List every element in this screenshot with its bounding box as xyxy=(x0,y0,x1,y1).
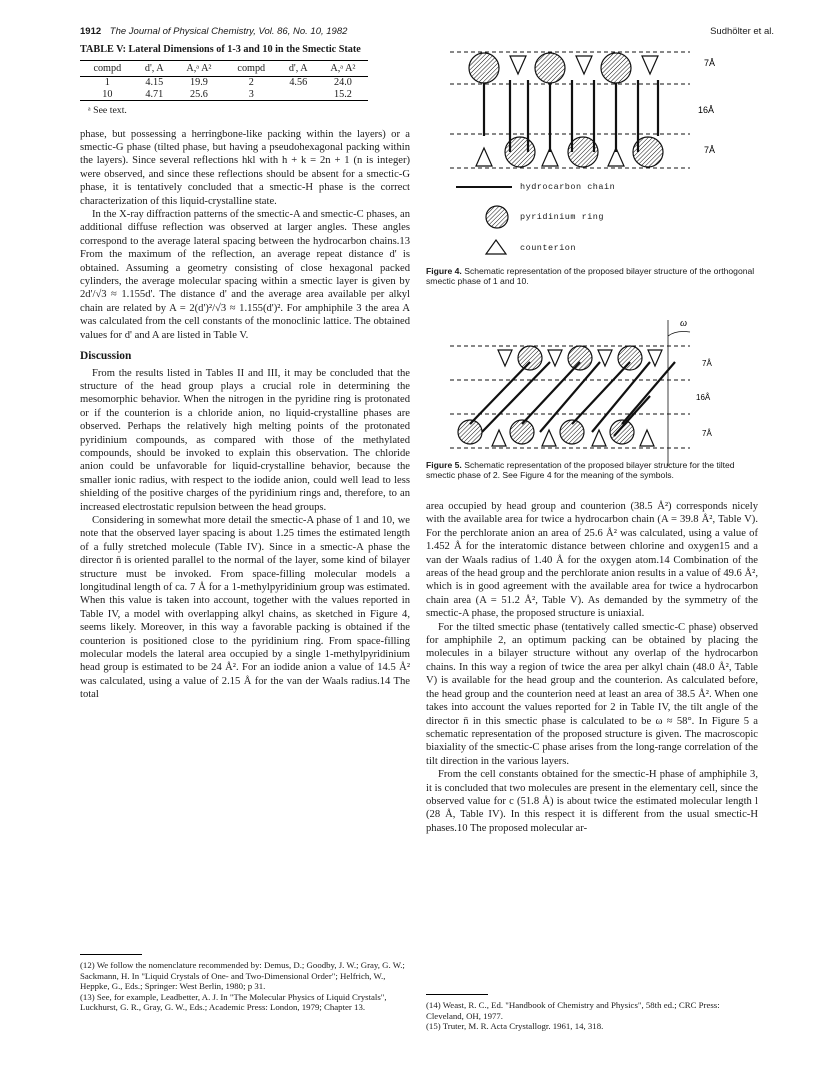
table-v xyxy=(80,60,368,102)
paragraph: area occupied by head group and counterion (38.5 Å²) corresponds nicely with the available area for twice a hydrocarbon chain (A = 39.8 Å², Table V). For the perchlorate anion an area of 25.6 Å² was calculated, using a value of 1.452 Å for the interatomic distance between chlorine and oxygen15 and a van der Waals radius of 1.40 Å for the oxygen atom.14 Combination of the areas of the head group and the perchlorate anion results in a value of 49.6 Å², which is in good agreement with the available area for twice a hydrocarbon chain area (A = 51.2 Å², Table V). As demanded by the symmetry of the smectic-A phase, the proposed structure is uniaxial. xyxy=(426,501,758,620)
left-footnotes xyxy=(80,960,410,1013)
table-header-row xyxy=(80,60,368,76)
table-cell: 15.2 xyxy=(334,88,352,100)
figure-5-diagram xyxy=(440,296,770,466)
legend-ring-icon xyxy=(484,204,510,230)
legend-chain-label: hydrocarbon chain xyxy=(520,182,616,192)
table-cell: 3 xyxy=(248,88,254,100)
left-column xyxy=(80,44,410,702)
paragraph: In the X-ray diffraction patterns of the smectic-A and smectic-C phases, an additional diffuse reflection was observed at larger angles. These angles correspond to the average lateral spacing between the hydrocarbon chains.13 From the maximum of the reflection, an average repeat distance d' is obtained. Assuming a geometry consisting of close hexagonal packed cylinders, the average molecular spacing within a smectic layer is given by 2d'/√3 ≈ 1.155d'. The distance d' and the average area available per alkyl chain are related by A = 2(d')²/√3 ≈ 1.155(d')². For amphiphile 3 the area A was calculated from the cell constants of the monoclinic lattice. The obtained values for d' and A are listed in Table V. xyxy=(80,209,410,341)
footnote: (12) We follow the nomenclature recommended by: Demus, D.; Goodby, J. W.; Gray, G. W.; Sackmann, H. In "Liquid Crystals of One- and Two-Dimensional Order"; Helfrich, W., Heppke, G., Eds.; Springer: West Berlin, 1980; p 31. xyxy=(80,960,405,991)
paragraph: Considering in somewhat more detail the smectic-A phase of 1 and 10, we note that the observed layer spacing is about 1.25 times the estimated length of a fully stretched molecule (Table IV). Since in a smectic-A phase the director n̄ is oriented parallel to the normal of the layer, some kind of bilayer structure must be invoked. From space-filling molecular models a longitudinal length of ca. 7 Å for a 1-methylpyridinium group was estimated. When this value is taken into account, together with the values reported in Table IV, a model with overlapping alkyl chains, as sketched in Figure 4, seems likely. Moreover, in this way a favorable packing is obtained if the counterion is positioned close to the pyridinium ring. From space-filling molecular models the lateral area occupied by a single 1-methylpyridinium head group is estimated to be 24 Å². For an iodide anion a value of 14.5 Å² was calculated, using a value of 2.15 Å for the van der Waals radius.14 The total xyxy=(80,514,410,701)
paragraph: phase, but possessing a herringbone-like packing within the layers) or a smectic-G phase (tilted phase, but having a pseudohexagonal packing within the layers). Since several reflections hkl with h + k = 2n + 1 (n is integer) were observed, and since these reflections should be absent for a smectic-G phase, it is tentatively concluded that a smectic-H phase is the correct characterization of this liquid-crystalline state. xyxy=(80,128,410,207)
right-column xyxy=(426,500,758,835)
table-header: A,ᵃ A² xyxy=(174,60,224,76)
running-authors: Sudhölter et al. xyxy=(710,26,774,37)
figure-5-omega: ω xyxy=(680,318,688,329)
legend-counterion-label: counterion xyxy=(520,243,577,253)
right-footnotes xyxy=(426,1000,758,1032)
footnote-rule xyxy=(80,954,142,955)
table-v-footnote: ᵃ See text. xyxy=(88,105,127,117)
table-cell: 24.0 xyxy=(334,77,352,88)
paragraph: From the results listed in Tables II and III, it may be concluded that the structure of the head group plays a crucial role in determining the mesomorphic behavior. When the nitrogen in the pyridine ring is protonated or if the counterion is a chloride anion, no liquid-crystalline phases are observed. Perhaps the relatively high melting points of the protonated pyridinium compounds, as compared with those of the methylated compounds, should be invoked to explain this observation. The chloride anion could be unfavorable for liquid-crystalline behavior, because the smaller ionic radius, with respect to the iodide anion, could well lead to less shielding of the positive charges of the pyridinium rings and, therefore, to an increased electrostatic repulsion between the head groups. xyxy=(80,367,410,513)
paragraph: From the cell constants obtained for the smectic-H phase of amphiphile 3, it is concluded that two molecules are present in the elementary cell, since the observed value for c (51.8 Å) is about twice the estimated molecular length l (28 Å, Table IV). In this respect it is different from the usual smectic-H phases.10 The proposed molecular ar- xyxy=(426,769,758,834)
table-header: d', A xyxy=(279,60,318,76)
figure-4-dim-bot: 7Å xyxy=(704,145,716,155)
table-header: d', A xyxy=(135,60,174,76)
figure-4-caption-text: Schematic representation of the proposed bilayer structure of the orthogonal smectic phase of 1 and 10. xyxy=(426,266,755,287)
legend-ring-label: pyridinium ring xyxy=(520,212,605,222)
table-cell: 10 xyxy=(102,88,113,100)
legend-counterion-icon xyxy=(484,238,508,256)
table-cell: 25.6 xyxy=(190,88,208,100)
table-cell: 4.71 xyxy=(145,88,164,100)
table-cell: 4.56 xyxy=(289,77,308,88)
footnote: (15) Truter, M. R. Acta Crystallogr. 1961, 14, 318. xyxy=(426,1021,604,1031)
footnote: (14) Weast, R. C., Ed. "Handbook of Chemistry and Physics", 58th ed.; CRC Press: Cleveland, OH, 1977. xyxy=(426,1000,720,1021)
table-v-caption: TABLE V: Lateral Dimensions of 1-3 and 10 in the Smectic State xyxy=(80,44,361,55)
table-cell: 2 xyxy=(248,77,254,88)
table-cell: 4.15 xyxy=(145,77,164,88)
table-header: compd xyxy=(80,60,135,76)
footnote: (13) See, for example, Leadbetter, A. J. In "The Molecular Physics of Liquid Crystals", Luckhurst, G. R., Gray, G. W., Eds.; Academic Press: London, 1979; Chapter 13. xyxy=(80,991,387,1012)
table-cell: 1 xyxy=(104,77,110,88)
figure-4-caption xyxy=(426,266,758,287)
figure-4-diagram xyxy=(440,40,770,180)
page-number: 1912 xyxy=(80,26,102,37)
figure-5-dim-top: 7Å xyxy=(702,359,712,368)
figure-5-label: Figure 5. xyxy=(426,460,462,470)
figure-5-caption-text: Schematic representation of the proposed bilayer structure for the tilted smectic phase of 2. See Figure 4 for the meaning of the symbols. xyxy=(426,460,735,481)
running-header xyxy=(80,26,774,40)
table-cell: 19.9 xyxy=(190,77,208,88)
figure-4-label: Figure 4. xyxy=(426,266,462,276)
figure-5-caption xyxy=(426,460,758,481)
paragraph: For the tilted smectic phase (tentatively called smectic-C phase) observed for amphiphile 2, an optimum packing can be obtained by placing the molecules in a bilayer structure without any overlap of the hydrocarbon chains. In this way a region of twice the area per alkyl chain (48.0 Å², Table V) is available for the head group and the counterion. As calculated before, the head group and the counterion need at least an area of 38.5 Å². When one takes into account the values reported for 2 in Table IV, the tilt angle of the director n̄ in this smectic phase is calculated to be ω ≈ 58°. In Figure 5 a schematic representation of the proposed structure is given. The macroscopic biaxiality of the smectic-C phase arises from the long-range correlation of the tilt direction in the various layers. xyxy=(426,621,758,767)
table-header: A,ᵃ A² xyxy=(318,60,368,76)
figure-5-bottom-row xyxy=(458,420,654,446)
table-row xyxy=(80,89,368,101)
figure-4-top-row xyxy=(469,53,658,83)
figure-4-dim-mid: 16Å xyxy=(698,105,715,115)
journal-title: The Journal of Physical Chemistry, Vol. 86, No. 10, 1982 xyxy=(109,26,348,37)
section-heading-discussion: Discussion xyxy=(80,350,132,363)
figure-5-dim-bot: 7Å xyxy=(702,429,712,438)
figure-4-dim-top: 7Å xyxy=(704,58,716,68)
figure-5-dim-mid: 16Å xyxy=(696,393,711,402)
footnote-rule xyxy=(426,994,488,995)
legend-chain-line xyxy=(456,186,512,188)
figure-5-top-row xyxy=(498,346,662,370)
table-cell xyxy=(279,89,318,101)
table-row xyxy=(80,77,368,89)
table-header: compd xyxy=(224,60,279,76)
figure-4-bottom-row xyxy=(476,137,663,167)
